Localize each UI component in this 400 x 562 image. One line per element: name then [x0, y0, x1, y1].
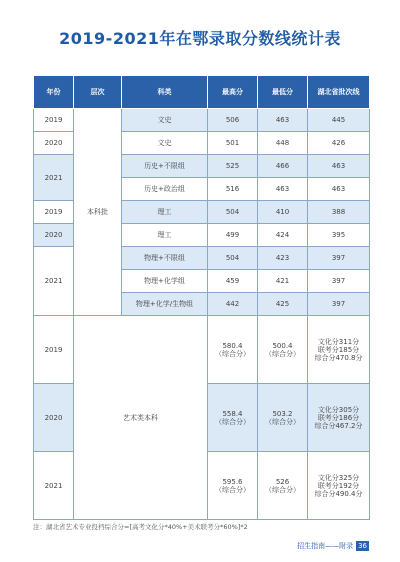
min-score-cell: 410 — [258, 201, 308, 224]
min-score-cell: 463 — [258, 178, 308, 201]
year-cell: 2021 — [34, 155, 74, 201]
max-score-cell: 501 — [208, 132, 258, 155]
min-score-note: （综合分） — [265, 349, 300, 358]
max-score-cell: 442 — [208, 293, 258, 316]
min-score-cell: 466 — [258, 155, 308, 178]
page-footer — [297, 541, 369, 551]
subject-cell: 文史 — [122, 109, 208, 132]
culture-score: 文化分325分 — [317, 473, 360, 482]
batch-line-cell: 395 — [308, 224, 370, 247]
subject-cell: 理工 — [122, 201, 208, 224]
art-level-cell: 艺术类本科 — [74, 316, 208, 520]
max-score-cell: 516 — [208, 178, 258, 201]
admission-score-table — [33, 75, 370, 520]
batch-line-cell: 397 — [308, 270, 370, 293]
joint-exam-score: 联考分186分 — [317, 413, 360, 422]
max-score-value: 558.4 — [222, 409, 243, 418]
header-level: 层次 — [74, 76, 122, 109]
level-cell: 本科批 — [74, 109, 122, 316]
year-cell: 2020 — [34, 224, 74, 247]
header-year: 年份 — [34, 76, 74, 109]
year-cell: 2019 — [34, 201, 74, 224]
composite-score: 综合分490.4分 — [314, 489, 363, 498]
batch-line-cell: 463 — [308, 178, 370, 201]
year-cell: 2020 — [34, 384, 74, 452]
min-score-cell: 425 — [258, 293, 308, 316]
header-subject: 科类 — [122, 76, 208, 109]
batch-line-cell: 397 — [308, 247, 370, 270]
culture-score: 文化分311分 — [317, 337, 360, 346]
max-score-cell: 499 — [208, 224, 258, 247]
min-score-cell: 423 — [258, 247, 308, 270]
joint-exam-score: 联考分185分 — [317, 345, 360, 354]
max-score-cell: 459 — [208, 270, 258, 293]
batch-line-cell: 388 — [308, 201, 370, 224]
max-score-cell: 525 — [208, 155, 258, 178]
subject-cell: 历史+政治组 — [122, 178, 208, 201]
min-score-cell: 421 — [258, 270, 308, 293]
subject-cell: 文史 — [122, 132, 208, 155]
max-score-cell — [208, 384, 258, 452]
min-score-value: 500.4 — [272, 341, 293, 350]
culture-score: 文化分305分 — [317, 405, 360, 414]
max-score-note: （综合分） — [215, 349, 250, 358]
year-cell: 2020 — [34, 132, 74, 155]
footer-text: 招生指南——附录 — [297, 542, 354, 550]
table-row-art — [34, 316, 370, 384]
batch-line-cell — [308, 316, 370, 384]
header-min-score: 最低分 — [258, 76, 308, 109]
header-batch-line: 湖北省批次线 — [308, 76, 370, 109]
min-score-value: 526 — [275, 477, 290, 486]
max-score-cell: 504 — [208, 201, 258, 224]
year-cell: 2019 — [34, 109, 74, 132]
year-cell: 2019 — [34, 316, 74, 384]
subject-cell: 理工 — [122, 224, 208, 247]
min-score-cell — [258, 384, 308, 452]
batch-line-cell: 397 — [308, 293, 370, 316]
max-score-value: 580.4 — [222, 341, 243, 350]
batch-line-cell — [308, 452, 370, 520]
min-score-note: （综合分） — [265, 485, 300, 494]
header-max-score: 最高分 — [208, 76, 258, 109]
subject-cell: 历史+不限组 — [122, 155, 208, 178]
max-score-cell: 506 — [208, 109, 258, 132]
year-cell: 2021 — [34, 452, 74, 520]
max-score-cell — [208, 452, 258, 520]
max-score-note: （综合分） — [215, 485, 250, 494]
year-cell: 2021 — [34, 247, 74, 316]
min-score-cell — [258, 452, 308, 520]
min-score-cell: 424 — [258, 224, 308, 247]
subject-cell: 物理+化学/生物组 — [122, 293, 208, 316]
min-score-cell: 448 — [258, 132, 308, 155]
footnote: 注：湖北省艺术专业投档综合分=[高考文化分*40%+美术联考分*60%]*2 — [33, 523, 248, 531]
min-score-cell: 463 — [258, 109, 308, 132]
max-score-value: 595.6 — [222, 477, 243, 486]
composite-score: 综合分470.8分 — [314, 353, 363, 362]
subject-cell: 物理+化学组 — [122, 270, 208, 293]
batch-line-cell: 445 — [308, 109, 370, 132]
table-header-row — [34, 76, 370, 109]
min-score-note: （综合分） — [265, 417, 300, 426]
max-score-note: （综合分） — [215, 417, 250, 426]
page-number: 36 — [358, 542, 367, 550]
page-title: 2019-2021年在鄂录取分数线统计表 — [59, 29, 341, 48]
max-score-cell — [208, 316, 258, 384]
batch-line-cell — [308, 384, 370, 452]
min-score-value: 503.2 — [272, 409, 293, 418]
max-score-cell: 504 — [208, 247, 258, 270]
batch-line-cell: 426 — [308, 132, 370, 155]
table-row — [34, 109, 370, 132]
subject-cell: 物理+不限组 — [122, 247, 208, 270]
batch-line-cell: 463 — [308, 155, 370, 178]
joint-exam-score: 联考分192分 — [317, 481, 360, 490]
composite-score: 综合分467.2分 — [314, 421, 363, 430]
min-score-cell — [258, 316, 308, 384]
